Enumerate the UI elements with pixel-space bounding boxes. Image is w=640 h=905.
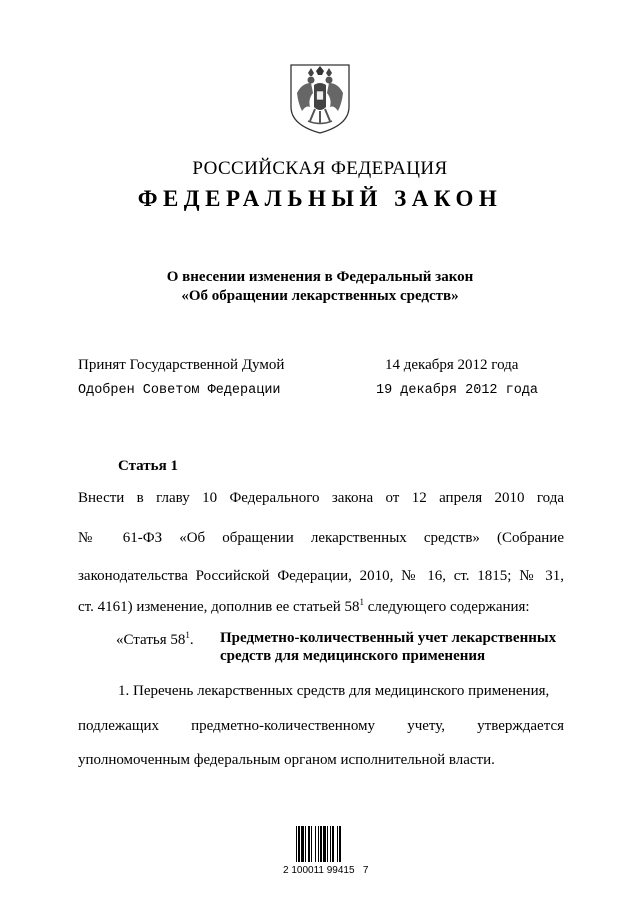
adopted-by-duma-label: Принят Государственной Думой — [78, 357, 285, 373]
coat-of-arms-emblem — [288, 63, 352, 135]
new-article-label-text: «Статья 58 — [116, 632, 186, 648]
barcode-bar — [315, 826, 316, 862]
paragraph-1-line-2: подлежащих предметно-количественному учету, утверждается — [78, 718, 564, 734]
adopted-by-duma-date: 14 декабря 2012 года — [385, 357, 519, 373]
approved-by-council-label: Одобрен Советом Федерации — [78, 383, 281, 398]
article-text-line-4-end: следующего содержания: — [364, 599, 530, 615]
barcode-bar — [323, 826, 326, 862]
barcode-bar — [308, 826, 310, 862]
barcode-bar — [337, 826, 338, 862]
barcode-bar — [327, 826, 328, 862]
barcode-bar — [296, 826, 297, 862]
new-article-title-line-2: средств для медицинского применения — [220, 648, 486, 664]
paragraph-1-line-1: 1. Перечень лекарственных средств для медицинского применения, — [118, 683, 550, 699]
article-heading: Статья 1 — [118, 458, 178, 474]
barcode-bar — [298, 826, 300, 862]
barcode-bar — [301, 826, 304, 862]
new-article-label-end: . — [189, 632, 194, 648]
law-subject — [0, 268, 640, 306]
approved-by-council-date: 19 декабря 2012 года — [376, 383, 539, 398]
new-article-label — [116, 630, 194, 649]
barcode-bar — [318, 826, 319, 862]
barcode-bar — [332, 826, 334, 862]
law-type-title: ФЕДЕРАЛЬНЫЙ ЗАКОН — [137, 186, 503, 211]
article-text-line-3: законодательства Российской Федерации, 2010, № 16, ст. 1815; № 31, — [78, 568, 564, 584]
country-name: РОССИЙСКАЯ ФЕДЕРАЦИЯ — [192, 158, 448, 179]
law-subject-line-2: «Об обращении лекарственных средств» — [181, 288, 459, 304]
article-text-line-4 — [78, 597, 530, 616]
barcode-bar — [305, 826, 306, 862]
barcode — [296, 826, 364, 862]
paragraph-1-line-3: уполномоченным федеральным органом исполнительной власти. — [78, 752, 495, 768]
superscript: 1 — [185, 630, 190, 640]
article-text-line-2: № 61-ФЗ «Об обращении лекарственных средств» (Собрание — [78, 530, 564, 546]
barcode-bar — [330, 826, 331, 862]
barcode-bar — [339, 826, 341, 862]
law-subject-line-1: О внесении изменения в Федеральный закон — [166, 269, 474, 285]
new-article-title-line-1: Предметно-количественный учет лекарственных — [220, 630, 557, 646]
superscript: 1 — [359, 597, 365, 607]
article-text-line-4-start: ст. 4161) изменение, дополнив ее статьей 58 — [78, 599, 360, 615]
article-text-line-1: Внести в главу 10 Федерального закона от 12 апреля 2010 года — [78, 490, 564, 506]
barcode-number: 2 100011 99415 7 — [283, 865, 369, 876]
barcode-bar — [320, 826, 322, 862]
barcode-bar — [311, 826, 312, 862]
